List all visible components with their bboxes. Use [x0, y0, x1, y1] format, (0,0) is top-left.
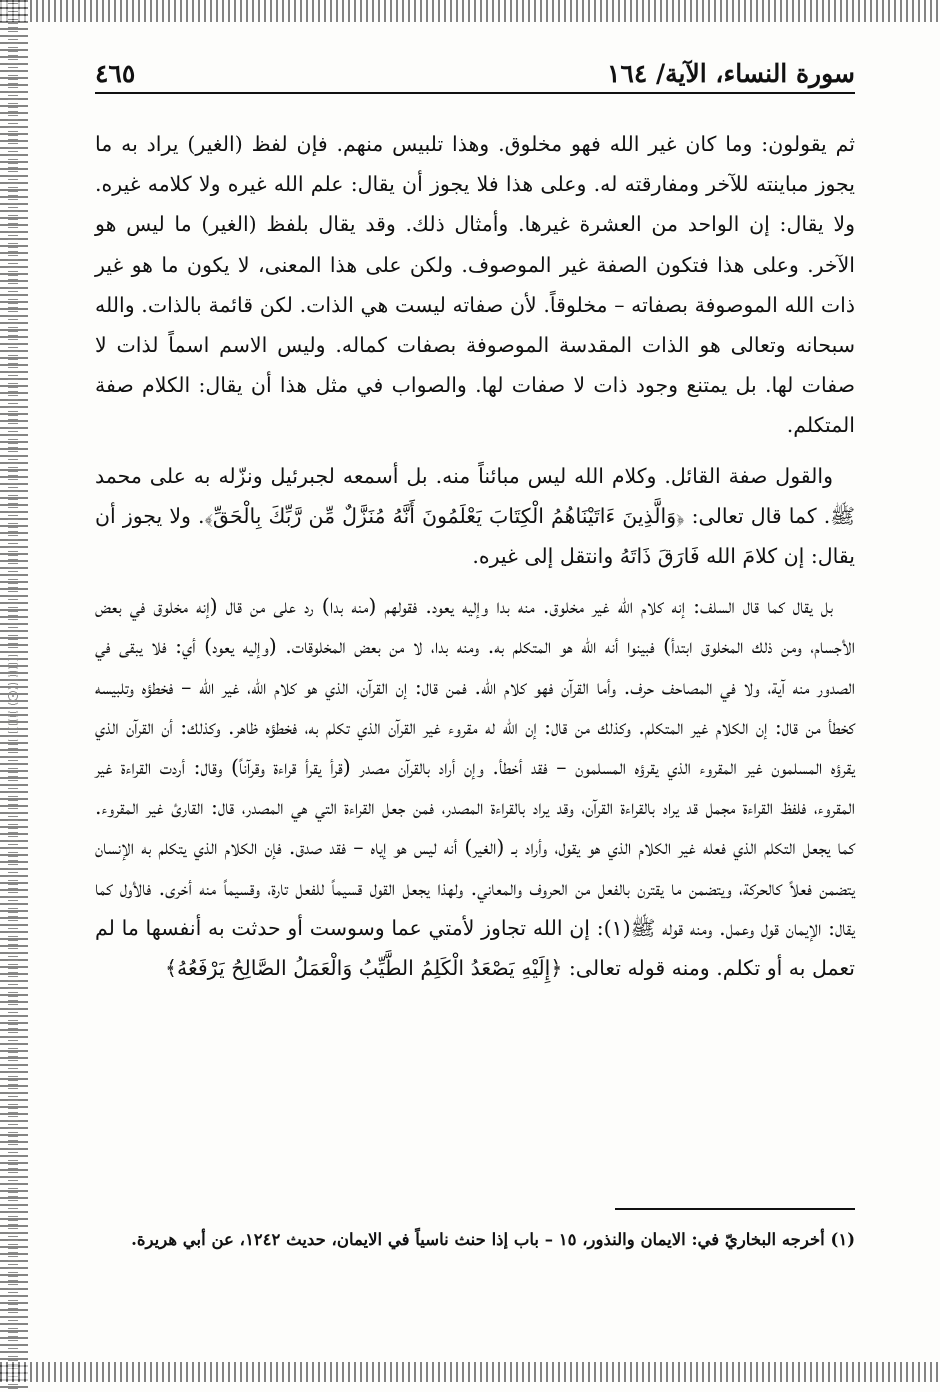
ornamental-border-bottom: [0, 1362, 940, 1382]
ornamental-border-left: [0, 0, 28, 1392]
body-text: [95, 124, 855, 988]
running-title: سورة النساء، الآية/ ١٦٤: [607, 59, 855, 88]
page-number: ٤٦٥: [95, 59, 136, 88]
paragraph: والقول صفة القائل. وكلام الله ليس مبائناً منه. بل أسمعه لجبرئيل ونزّله به على محمد ﷺ. كما قال تعالى: ﴿وَالَّذِينَ ءَاتَيْنَاهُمُ الْكِتَابَ يَعْلَمُونَ أَنَّهُ مُنَزَّلٌ مِّن رَّبِّكَ بِالْحَقِّ﴾. ولا يجوز أن يقال: إن كلامَ الله فَارَقَ ذَاتَهُ وانتقل إلى غيره.: [95, 463, 855, 569]
book-page: [95, 40, 855, 1360]
paragraph: ثم يقولون: وما كان غير الله فهو مخلوق. وهذا تلبيس منهم. فإن لفظ (الغير) يراد به ما يجوز مباينته للآخر ومفارقته له. وعلى هذا فلا يجوز أن يقال: علم الله غيره ولا كلامه غيره. ولا يقال: إن الواحد من العشرة غيرها. وأمثال ذلك. وقد يقال بلفظ (الغير) ما ليس هو الآخر. وعلى هذا فتكون الصفة غير الموصوف. ولكن على هذا المعنى، لا يكون ما هو غير ذات الله الموصوفة بصفاته – مخلوقاً. لأن صفاته ليست هي الذات. لكن قائمة بالذات. والله سبحانه وتعالى هو الذات المقدسة الموصوفة بصفات كماله. وليس الاسم اسماً لذات لا صفات لها. بل يمتنع وجود ذات لا صفات لها. والصواب في مثل هذا أن يقال: الكلام صفة المتكلم.: [95, 132, 855, 438]
ornamental-border-top: [0, 0, 940, 22]
footnote: (١) أخرجه البخاريّ في: الايمان والنذور، ١٥ – باب إذا حنث ناسياً في الايمان، حديث ١٢٤٢، عن أبي هريرة.: [131, 1230, 855, 1249]
paragraph: بل يقال كما قال السلف: إنه كلام الله غير مخلوق. منه بدا وإليه يعود. فقولهم (منه بدا) رد على من قال (إنه مخلوق في بعض الأجسام، ومن ذلك المخلوق ابتدأ) فبينوا أنه الله هو المتكلم به. ومنه بدا، لا من بعض المخلوقات. (وإليه يعود) أي: فلا يبقى في الصدور منه آية، ولا في المصاحف حرف. وأما القرآن فهو كلام الله. فمن قال: إن القرآن، الذي هو كلام الله، غير الله – فخطؤه وتلبيسه كخطأ من قال: إن الكلام غير المتكلم. وكذلك من قال: إن الله له مقروء غير القرآن الذي تكلم به، فخطؤه ظاهر. وكذلك: أن القرآن الذي يقرؤه المسلمون غير المقروء الذي يقرؤه المسلمون – فقد أخطأ. وإن أراد بالقرآن مصدر (قرأ يقرأ قراءة وقرآناً) وقال: أردت القراءة غير المقروء، فلفظ القراءة مجمل قد يراد بالقراءة القرآن، وقد يراد بالقراءة المصدر، فمن جعل القراءة التي هي المصدر، قال: القارئ غير المقروء. كما يجعل التكلم الذي فعله غير الكلام الذي هو يقول، وأراد بـ (الغير) أنه ليس هو إياه – فقد صدق. فإن الكلام الذي يتكلم به الإنسان يتضمن فعلاً كالحركة، ويتضمن ما يقترن بالفعل من الحروف والمعاني. ولهذا يجعل القول قسيماً للفعل تارة، وقسيماً منه أخرى. فالأول كما يقال: الإيمان قول وعمل. ومنه قوله ﷺ(١): إن الله تجاوز لأمتي عما وسوست أو حدثت به أنفسها ما لم تعمل به أو تكلم. ومنه قوله تعالى: ﴿إِلَيْهِ يَصْعَدُ الْكَلِمُ الطَّيِّبُ وَالْعَمَلُ الصَّالِحُ يَرْفَعُهُ﴾: [95, 594, 855, 981]
footnote-separator: [615, 1208, 855, 1210]
page-header: [95, 40, 855, 94]
